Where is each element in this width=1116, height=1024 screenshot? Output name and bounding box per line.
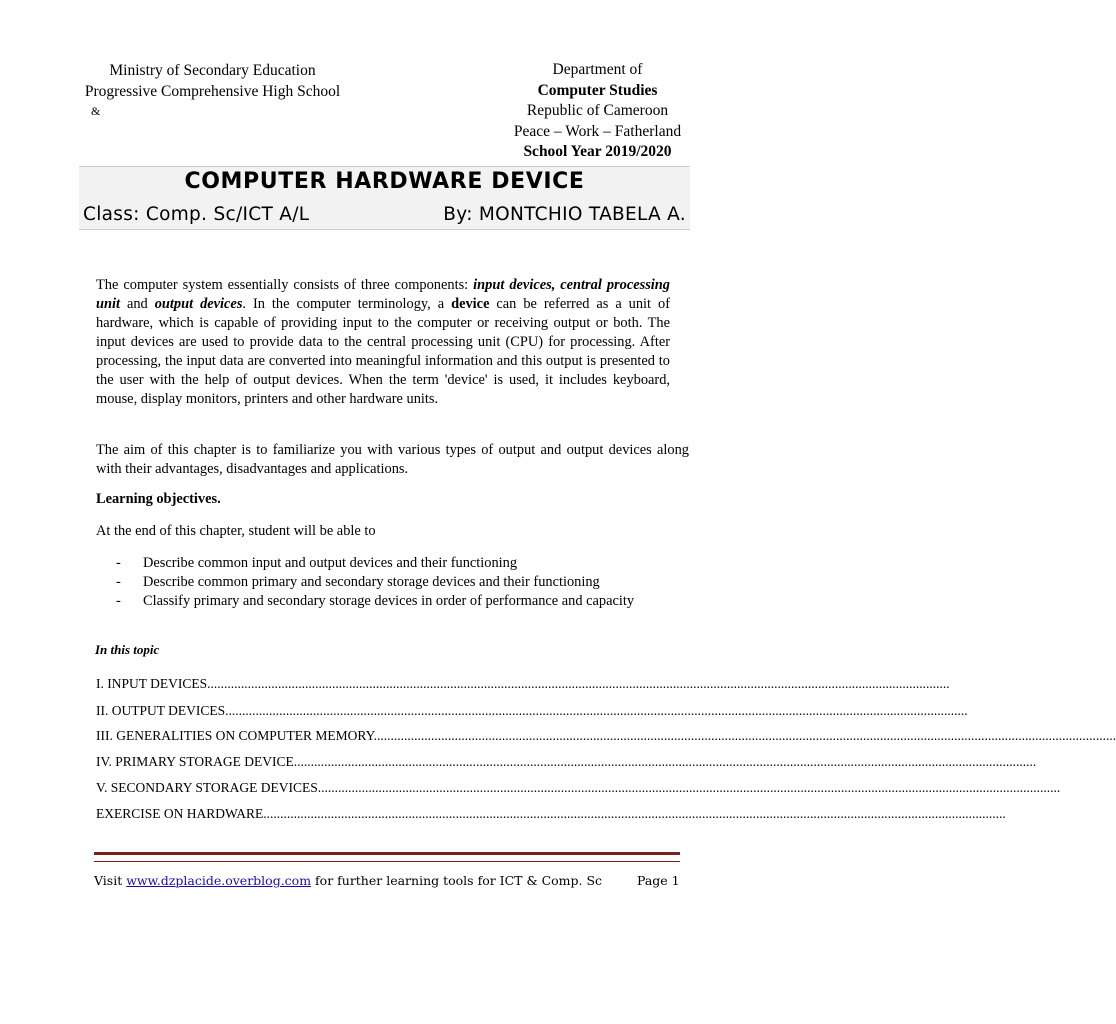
school-line: Progressive Comprehensive High School	[84, 83, 341, 100]
toc-item: II. OUTPUT DEVICES............................................................................................................................................................................................................................	[96, 703, 968, 718]
document-title: COMPUTER HARDWARE DEVICE	[184, 169, 585, 194]
country-line: Republic of Cameroon	[526, 102, 669, 119]
page-number: Page 1	[637, 873, 680, 888]
objectives-list	[96, 554, 634, 611]
website-link[interactable]: www.dzplacide.overblog.com	[126, 873, 312, 888]
objectives-title: Learning objectives.	[96, 491, 221, 507]
footer-note: Visit www.dzplacide.overblog.com for further learning tools for ICT & Comp. Sc	[94, 873, 603, 888]
department-name: Computer Studies	[537, 81, 658, 99]
department-header	[500, 60, 695, 163]
institution-header	[60, 60, 365, 102]
toc-item: III. GENERALITIES ON COMPUTER MEMORY............................................................................................................................................................................................................................	[96, 728, 1116, 743]
aim-paragraph: The aim of this chapter is to familiarize you with various types of output and output devices along with their advantages, disadvantages and applications.	[96, 442, 689, 477]
department-line: Department of	[552, 61, 643, 78]
title-block	[79, 166, 690, 230]
school-year: School Year 2019/2020	[523, 143, 672, 160]
objectives-intro: At the end of this chapter, student will be able to	[96, 523, 376, 539]
ministry-line: Ministry of Secondary Education	[109, 62, 316, 79]
motto-line: Peace – Work – Fatherland	[513, 122, 682, 140]
ampersand: &	[91, 104, 101, 118]
list-item: - Describe common primary and secondary storage devices and their functioning	[116, 574, 600, 590]
intro-text-a: The computer system essentially consists of three components:	[96, 277, 474, 293]
topics-heading: In this topic	[95, 642, 160, 657]
footer-divider	[94, 852, 680, 862]
intro-text-e: . In the computer terminology, a	[242, 296, 452, 312]
class-label: Class: Comp. Sc/ICT A/L	[83, 204, 310, 225]
table-of-contents	[96, 676, 1116, 836]
list-item: - Describe common input and output devices and their functioning	[116, 555, 518, 571]
toc-item: V. SECONDARY STORAGE DEVICES............................................................................................................................................................................................................................	[96, 780, 1061, 795]
intro-emphasis-input-cpu: input devices, central processing unit	[96, 277, 670, 312]
toc-item: I. INPUT DEVICES............................................................................................................................................................................................................................	[96, 676, 950, 691]
intro-emphasis-output: output devices	[154, 296, 243, 312]
intro-text-c: and	[120, 296, 155, 312]
author-label: By: MONTCHIO TABELA A.	[443, 204, 686, 225]
toc-item: IV. PRIMARY STORAGE DEVICE............................................................................................................................................................................................................................	[96, 754, 1037, 769]
list-item: - Classify primary and secondary storage devices in order of performance and capacity	[116, 593, 635, 609]
intro-paragraph	[96, 276, 670, 409]
toc-item: EXERCISE ON HARDWARE............................................................................................................................................................................................................................	[96, 806, 1006, 821]
intro-emphasis-device: device	[451, 296, 490, 312]
intro-text-g: can be referred as a unit of hardware, which is capable of providing input to the computer or receiving output or both. The input devices are used to provide data to the central processing unit (CPU) for processing. After processing, the input data are converted into meaningful information and this output is presented to the user with the help of output devices. When the term 'device' is used, it includes keyboard, mouse, display monitors, printers and other hardware units.	[96, 296, 670, 407]
